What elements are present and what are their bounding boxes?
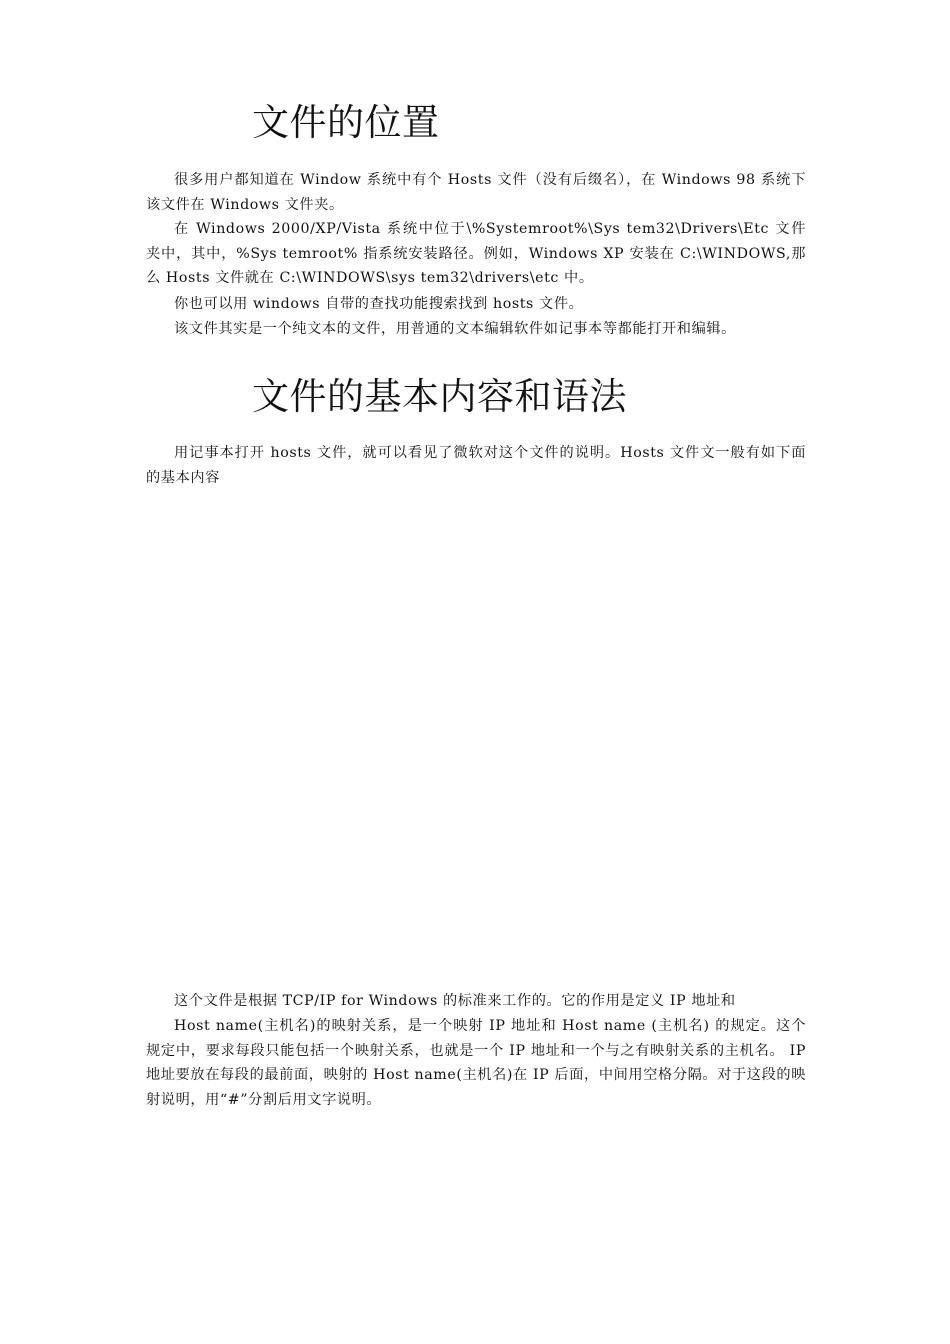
paragraph-hosts-intro: 很多用户都知道在 Window 系统中有个 Hosts 文件（没有后缀名），在 Windows 98 系统下该文件在 Windows 文件夹。 [146, 172, 806, 213]
paragraph-hosts-path: 在 Windows 2000/XP/Vista 系统中位于\%Systemroot%\Sys tem32\Drivers\Etc 文件夹中，其中，%Sys temroot% 指系统安装路径。例如，Windows XP 安装在 C:\WINDOWS,那么 Hosts 文件就在 C:\WINDOWS\sys tem32\drivers\etc 中。 [146, 221, 806, 286]
paragraph-plain-text: 该文件其实是一个纯文本的文件，用普通的文本编辑软件如记事本等都能打开和编辑。 [174, 321, 736, 337]
paragraph-mapping-rules: Host name(主机名)的映射关系，是一个映射 IP 地址和 Host name (主机名) 的规定。这个规定中，要求每段只能包括一个映射关系，也就是一个 IP 地址和一个与之有映射关系的主机名。 IP 地址要放在每段的最前面，映射的 Host name(主机名)在 IP 后面，中间用空格分隔。对于这段的映射说明，用“#”分割后用文字说明。 [146, 1018, 806, 1108]
section-heading-file-location: 文件的位置 [252, 101, 440, 144]
paragraph-tcpip-standard: 这个文件是根据 TCP/IP for Windows 的标准来工作的。它的作用是定义 IP 地址和 [174, 993, 736, 1009]
paragraph-search-hosts: 你也可以用 windows 自带的查找功能搜索找到 hosts 文件。 [174, 296, 584, 312]
section-heading-content-syntax: 文件的基本内容和语法 [252, 375, 627, 418]
paragraph-open-with-notepad: 用记事本打开 hosts 文件，就可以看见了微软对这个文件的说明。Hosts 文件文一般有如下面的基本内容 [146, 445, 806, 486]
